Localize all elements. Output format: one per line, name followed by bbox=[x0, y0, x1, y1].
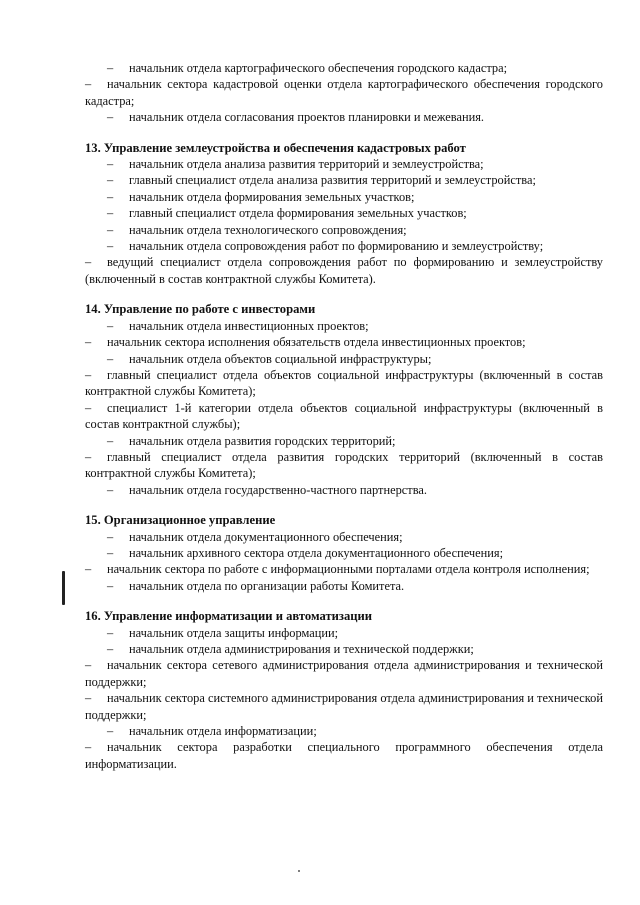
list-item: – начальник отдела информатизации; bbox=[107, 724, 317, 739]
list-item: – начальник отдела по организации работы Комитета. bbox=[107, 578, 405, 593]
binding-mark bbox=[62, 571, 65, 605]
list-item: – начальник сектора по работе с информационными порталами отдела контроля исполнения; bbox=[85, 562, 590, 577]
list-item: – начальник отдела инвестиционных проектов; bbox=[107, 318, 369, 333]
list-item: – начальник отдела картографического обеспечения городского кадастра; bbox=[107, 61, 508, 75]
list-item: – начальник отдела защиты информации; bbox=[107, 625, 339, 640]
section-14 bbox=[85, 301, 603, 498]
section-title: 13. Управление землеустройства и обеспечения кадастровых работ bbox=[85, 140, 466, 155]
list-item: – начальник отдела сопровождения работ по формированию и землеустройству; bbox=[107, 239, 544, 254]
list-item: – начальник сектора системного администрирования отдела администрирования и технической поддержки; bbox=[85, 691, 603, 722]
list-item: – начальник сектора кадастровой оценки отдела картографического обеспечения городского кадастра; bbox=[85, 77, 603, 108]
list-item: – начальник отдела государственно-частного партнерства. bbox=[107, 482, 427, 497]
list-item: – специалист 1-й категории отдела объектов социальной инфраструктуры (включенный в состав контрактной службы); bbox=[85, 400, 603, 432]
list-item: – главный специалист отдела анализа развития территорий и землеустройства; bbox=[107, 173, 536, 188]
section-16 bbox=[85, 608, 603, 772]
list-item: – начальник отдела анализа развития территорий и землеустройства; bbox=[107, 157, 484, 172]
section-title: 15. Организационное управление bbox=[85, 513, 276, 528]
list-item: – начальник отдела развития городских территорий; bbox=[107, 433, 396, 448]
list-item: – начальник отдела администрирования и технической поддержки; bbox=[107, 642, 474, 656]
list-item: – главный специалист отдела объектов социальной инфраструктуры (включенный в состав контрактной службы Комитета); bbox=[85, 367, 603, 399]
list-item: – начальник отдела технологического сопровождения; bbox=[107, 222, 407, 237]
document-body bbox=[85, 60, 603, 772]
top-list bbox=[85, 60, 603, 126]
list-item: – начальник отдела формирования земельных участков; bbox=[107, 189, 415, 204]
list-item: – главный специалист отдела развития городских территорий (включенный в состав контрактной службы Комитета); bbox=[85, 449, 603, 481]
section-title: 16. Управление информатизации и автоматизации bbox=[85, 609, 373, 624]
section-title: 14. Управление по работе с инвесторами bbox=[85, 302, 316, 317]
list-item: – главный специалист отдела формирования земельных участков; bbox=[107, 206, 467, 221]
section-13 bbox=[85, 140, 603, 288]
list-item: – начальник сектора разработки специального программного обеспечения отдела информатизации. bbox=[85, 740, 603, 771]
list-item: – начальник отдела согласования проектов планировки и межевания. bbox=[107, 110, 485, 125]
list-item: – ведущий специалист отдела сопровождения работ по формированию и землеустройству (включенный в состав контрактной службы Комитета). bbox=[85, 255, 603, 286]
list-item: – начальник сектора исполнения обязательств отдела инвестиционных проектов; bbox=[85, 335, 526, 350]
list-item: – начальник отдела документационного обеспечения; bbox=[107, 529, 403, 544]
list-item: – начальник сектора сетевого администрирования отдела администрирования и технической поддержки; bbox=[85, 658, 603, 689]
page-mark-dot bbox=[298, 870, 300, 872]
list-item: – начальник архивного сектора отдела документационного обеспечения; bbox=[107, 545, 504, 560]
section-15 bbox=[85, 512, 603, 594]
list-item: – начальник отдела объектов социальной инфраструктуры; bbox=[107, 351, 432, 366]
